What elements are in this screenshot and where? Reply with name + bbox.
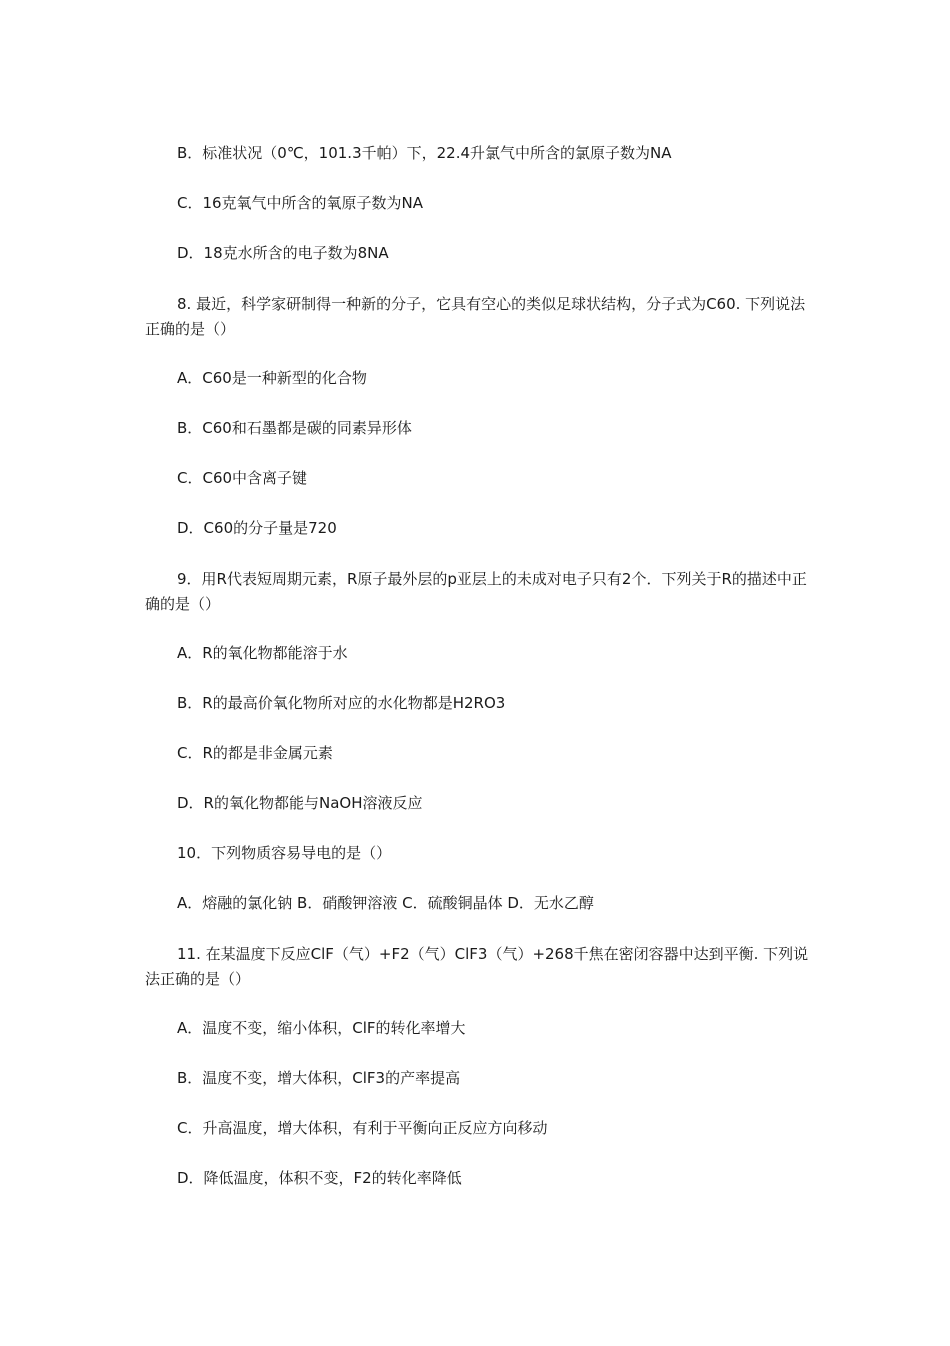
q10-options: A．熔融的氯化钠 B．硝酸钾溶液 C．硫酸铜晶体 D．无水乙醇 bbox=[177, 894, 594, 912]
q8-option-a: A．C60是一种新型的化合物 bbox=[177, 369, 367, 387]
q9-option-a: A．R的氧化物都能溶于水 bbox=[177, 644, 348, 662]
q9-stem: 9．用R代表短周期元素，R原子最外层的p亚层上的未成对电子只有2个．下列关于R的描述中正确的是（） bbox=[145, 570, 807, 613]
q9-option-c: C．R的都是非金属元素 bbox=[177, 744, 333, 762]
q8-option-b: B．C60和石墨都是碳的同素异形体 bbox=[177, 419, 412, 437]
q11-option-b: B．温度不变，增大体积，ClF3的产率提高 bbox=[177, 1069, 461, 1087]
q7-option-b: B．标准状况（0℃，101.3千帕）下，22.4升氯气中所含的氯原子数为NA bbox=[177, 144, 672, 162]
q9-option-b: B．R的最高价氧化物所对应的水化物都是H2RO3 bbox=[177, 694, 506, 712]
q9-option-d: D．R的氧化物都能与NaOH溶液反应 bbox=[177, 794, 423, 812]
q8-option-c: C．C60中含离子键 bbox=[177, 469, 308, 487]
q11-stem: 11. 在某温度下反应ClF（气）+F2（气）ClF3（气）+268千焦在密闭容器中达到平衡. 下列说法正确的是（） bbox=[145, 945, 809, 988]
q8-stem: 8. 最近，科学家研制得一种新的分子，它具有空心的类似足球状结构，分子式为C60. 下列说法正确的是（） bbox=[145, 295, 806, 338]
q7-option-d: D．18克水所含的电子数为8NA bbox=[177, 244, 389, 262]
q11-option-d: D．降低温度，体积不变，F2的转化率降低 bbox=[177, 1169, 462, 1187]
q10-stem: 10．下列物质容易导电的是（） bbox=[177, 844, 392, 862]
q8-option-d: D．C60的分子量是720 bbox=[177, 519, 337, 537]
q11-option-a: A．温度不变，缩小体积，ClF的转化率增大 bbox=[177, 1019, 466, 1037]
q11-option-c: C．升高温度，增大体积，有利于平衡向正反应方向移动 bbox=[177, 1119, 548, 1137]
q7-option-c: C．16克氧气中所含的氧原子数为NA bbox=[177, 194, 424, 212]
